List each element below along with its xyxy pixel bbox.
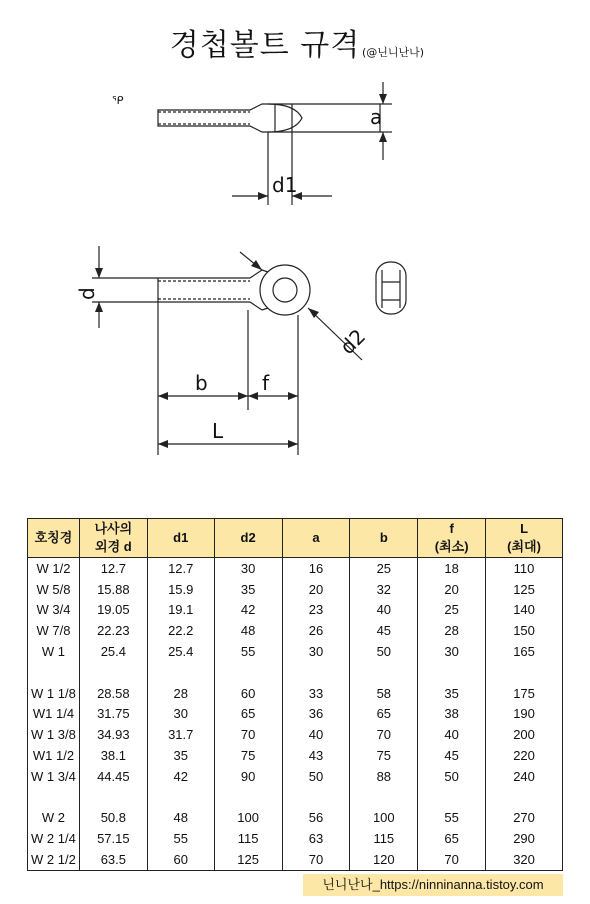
table-cell: 100 (350, 808, 418, 829)
table-cell: 31.75 (79, 704, 147, 725)
table-cell: 75 (350, 745, 418, 766)
table-cell (79, 787, 147, 808)
table-cell (28, 662, 80, 683)
header-line: 나사의 (94, 521, 133, 537)
table-cell (28, 787, 80, 808)
table-cell: 22.23 (79, 620, 147, 641)
table-row (28, 849, 563, 870)
table-cell: W 1 1/8 (28, 683, 80, 704)
header-line: 외경 d (95, 539, 132, 554)
table-row (28, 558, 563, 579)
table-cell: 28 (418, 620, 486, 641)
table-cell: 65 (214, 704, 282, 725)
column-header (147, 519, 214, 558)
table-header-row (28, 519, 563, 558)
header-line: a (312, 530, 320, 546)
column-header (28, 519, 80, 558)
table-cell: 240 (486, 766, 563, 787)
table-cell: 35 (214, 579, 282, 600)
header-line: L (520, 521, 529, 537)
table-cell: 50 (418, 766, 486, 787)
table-row (28, 704, 563, 725)
table-cell: W 1 (28, 641, 80, 662)
table-row (28, 641, 563, 662)
table-cell: 32 (350, 579, 418, 600)
table-cell: 60 (214, 683, 282, 704)
table-cell: 70 (282, 849, 350, 870)
table-row (28, 683, 563, 704)
page-title: 경첩볼트 규격 (169, 28, 361, 63)
table-cell: 165 (486, 641, 563, 662)
table-cell: 28 (147, 683, 214, 704)
table-cell: 15.9 (147, 579, 214, 600)
spacer-row (28, 787, 563, 808)
table-row (28, 600, 563, 621)
table-cell: 150 (486, 620, 563, 641)
table-cell: 33 (282, 683, 350, 704)
label-a: a (370, 105, 383, 129)
table-cell: 63 (282, 828, 350, 849)
table-cell: 115 (214, 828, 282, 849)
table-cell: 15.88 (79, 579, 147, 600)
table-cell: 63.5 (79, 849, 147, 870)
table-cell: 115 (350, 828, 418, 849)
table-cell: 35 (147, 745, 214, 766)
table-cell: 38.1 (79, 745, 147, 766)
table-cell: 48 (147, 808, 214, 829)
table-cell: 30 (214, 558, 282, 579)
eye-bolt-drawing (0, 60, 590, 460)
table-cell (147, 662, 214, 683)
table-cell (214, 787, 282, 808)
table-cell: 120 (350, 849, 418, 870)
footer-note: 닌니난나_https://ninninanna.tistoy.com (303, 874, 563, 896)
header-line: 호칭경 (34, 530, 73, 546)
table-cell: W1 1/2 (28, 745, 80, 766)
table-cell: 18 (418, 558, 486, 579)
table-cell: 25.4 (147, 641, 214, 662)
table-cell: 40 (418, 724, 486, 745)
table-cell (486, 662, 563, 683)
dimension-arrows (95, 94, 387, 448)
table-cell (486, 787, 563, 808)
header-line: (최소) (434, 539, 469, 554)
column-header (418, 519, 486, 558)
table-cell: 100 (214, 808, 282, 829)
table-cell: 88 (350, 766, 418, 787)
table-cell: 30 (418, 641, 486, 662)
table-cell: 25.4 (79, 641, 147, 662)
table-cell: 190 (486, 704, 563, 725)
author-credit: (@닌니난나) (362, 46, 425, 59)
table-cell: 50 (350, 641, 418, 662)
table-cell: 19.05 (79, 600, 147, 621)
label-d1: d1 (272, 173, 298, 197)
label-f: f (262, 371, 270, 395)
table-cell (282, 787, 350, 808)
table-cell: 20 (418, 579, 486, 600)
header-line: b (379, 530, 388, 546)
table-cell: 43 (282, 745, 350, 766)
table-cell: W 2 1/2 (28, 849, 80, 870)
table-cell: 25 (418, 600, 486, 621)
header-line: (최대) (507, 539, 541, 554)
table-row (28, 620, 563, 641)
table-cell (350, 662, 418, 683)
table-cell: 55 (418, 808, 486, 829)
table-cell: 50 (282, 766, 350, 787)
table-cell: 45 (350, 620, 418, 641)
table-cell (350, 787, 418, 808)
table-cell: W 7/8 (28, 620, 80, 641)
table-cell: 125 (486, 579, 563, 600)
table-cell (79, 662, 147, 683)
mark-icon: ᕿ (112, 94, 124, 107)
table-cell: W 1 3/8 (28, 724, 80, 745)
table-cell: 70 (418, 849, 486, 870)
table-cell: 55 (214, 641, 282, 662)
table-row (28, 828, 563, 849)
table-cell (147, 787, 214, 808)
table-cell: 56 (282, 808, 350, 829)
column-header (214, 519, 282, 558)
table-row (28, 724, 563, 745)
label-L: L (212, 419, 224, 443)
table-cell: 290 (486, 828, 563, 849)
table-cell: W 5/8 (28, 579, 80, 600)
table-row (28, 579, 563, 600)
column-header (350, 519, 418, 558)
table-cell: W 1/2 (28, 558, 80, 579)
table-cell: 75 (214, 745, 282, 766)
table-cell: W 2 1/4 (28, 828, 80, 849)
table-cell (214, 662, 282, 683)
table-cell: 175 (486, 683, 563, 704)
table-cell: 140 (486, 600, 563, 621)
table-cell: 65 (350, 704, 418, 725)
table-cell: W 3/4 (28, 600, 80, 621)
table-cell: 60 (147, 849, 214, 870)
table-cell: 57.15 (79, 828, 147, 849)
table-cell: 44.45 (79, 766, 147, 787)
table-cell: 42 (147, 766, 214, 787)
table-cell: 70 (350, 724, 418, 745)
spec-table (27, 518, 563, 871)
table-cell: 42 (214, 600, 282, 621)
table-cell: 30 (282, 641, 350, 662)
table-cell: 16 (282, 558, 350, 579)
table-cell: 35 (418, 683, 486, 704)
table-cell: 12.7 (147, 558, 214, 579)
table-cell: 45 (418, 745, 486, 766)
header-line: d1 (173, 530, 189, 546)
table-cell (418, 787, 486, 808)
table-cell: 19.1 (147, 600, 214, 621)
table-cell: W 1 3/4 (28, 766, 80, 787)
table-row (28, 766, 563, 787)
table-cell: 48 (214, 620, 282, 641)
table-cell: W1 1/4 (28, 704, 80, 725)
table-cell: 22.2 (147, 620, 214, 641)
table-cell: 36 (282, 704, 350, 725)
table-cell: 200 (486, 724, 563, 745)
table-cell: 50.8 (79, 808, 147, 829)
table-cell: 40 (350, 600, 418, 621)
table-cell: 40 (282, 724, 350, 745)
table-cell: 320 (486, 849, 563, 870)
table-cell: 25 (350, 558, 418, 579)
column-header (79, 519, 147, 558)
label-d: d (75, 287, 99, 300)
table-cell: 20 (282, 579, 350, 600)
column-header (486, 519, 563, 558)
table-cell: 38 (418, 704, 486, 725)
table-cell: 30 (147, 704, 214, 725)
table-cell: 110 (486, 558, 563, 579)
table-cell: 220 (486, 745, 563, 766)
label-d2: d2 (335, 324, 371, 360)
table-cell: 12.7 (79, 558, 147, 579)
table-cell: 34.93 (79, 724, 147, 745)
table-cell: 26 (282, 620, 350, 641)
table-cell (418, 662, 486, 683)
table-cell: 125 (214, 849, 282, 870)
table-row (28, 808, 563, 829)
table-row (28, 745, 563, 766)
header-line: d2 (240, 530, 256, 546)
label-b: b (195, 371, 208, 395)
table-cell: 65 (418, 828, 486, 849)
table-cell: 28.58 (79, 683, 147, 704)
table-cell: 55 (147, 828, 214, 849)
table-cell: 70 (214, 724, 282, 745)
header-line: f (449, 521, 454, 537)
spacer-row (28, 662, 563, 683)
table-cell: W 2 (28, 808, 80, 829)
table-cell: 58 (350, 683, 418, 704)
table-cell: 90 (214, 766, 282, 787)
table-cell: 270 (486, 808, 563, 829)
column-header (282, 519, 350, 558)
table-cell: 23 (282, 600, 350, 621)
table-cell (282, 662, 350, 683)
table-cell: 31.7 (147, 724, 214, 745)
